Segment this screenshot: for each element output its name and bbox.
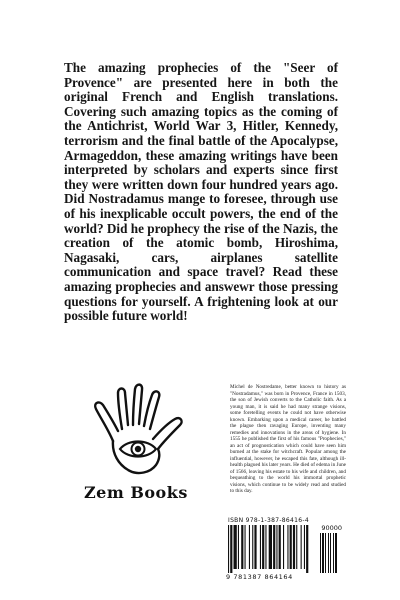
cover-blurb <box>64 61 338 324</box>
publisher-logo <box>78 383 208 478</box>
isbn-label: ISBN 978-1-387-86416-4 <box>228 517 309 524</box>
ean-digits: 9 781387 864164 <box>226 573 293 581</box>
author-bio <box>230 384 346 495</box>
barcode <box>226 516 342 582</box>
barcode-bars <box>226 525 342 573</box>
hand-eye-icon <box>78 383 208 478</box>
price-code: 90000 <box>321 524 342 532</box>
author-bio-text: Michel de Nostredame, better known to history as "Nostradamus," was born in Provence, France in 1503, the son of Jewish converts to the Catholic faith. As a young man, it is said he had many strange visions, some foretelling events he could not have otherwise known. Embarking upon a medical career, he battled the plague then ravaging Europe, inventing many remedies and innovations in the areas of hygiene. In 1555 he published the first of his famous "Prophecies," an act of prognostication which could have seen him burned at the stake for witchcraft. Popular among the influential, however, he escaped this fate, although ill-health plagued his later years. He died of edema in June of 1566, leaving his estate to his wife and children, and bequeathing to the world his immortal prophetic visions, which continue to be widely read and studied to this day. <box>230 384 346 494</box>
barcode-bars-area <box>226 525 342 573</box>
publisher-name: Zem Books <box>84 483 188 502</box>
blurb-text: The amazing prophecies of the "Seer of Provence" are presented here in both the original French and English translations. Covering such amazing topics as the coming of the Antichrist, World War 3, Hitler, Kennedy, terrorism and the final battle of the Apocalypse, Armageddon, these amazing writings have been interpreted by scholars and experts since first they were written down four hundred years ago. Did Nostradamus mange to foresee, through use of his inexplicable occult powers, the end of the world? Did he prophecy the rise of the Nazis, the creation of the atomic bomb, Hiroshima, Nagasaki, cars, airplanes satellite communication and space travel? Read these amazing prophecies and answewr those pressing questions for yourself. A frightening look at our possible future world! <box>64 60 338 324</box>
